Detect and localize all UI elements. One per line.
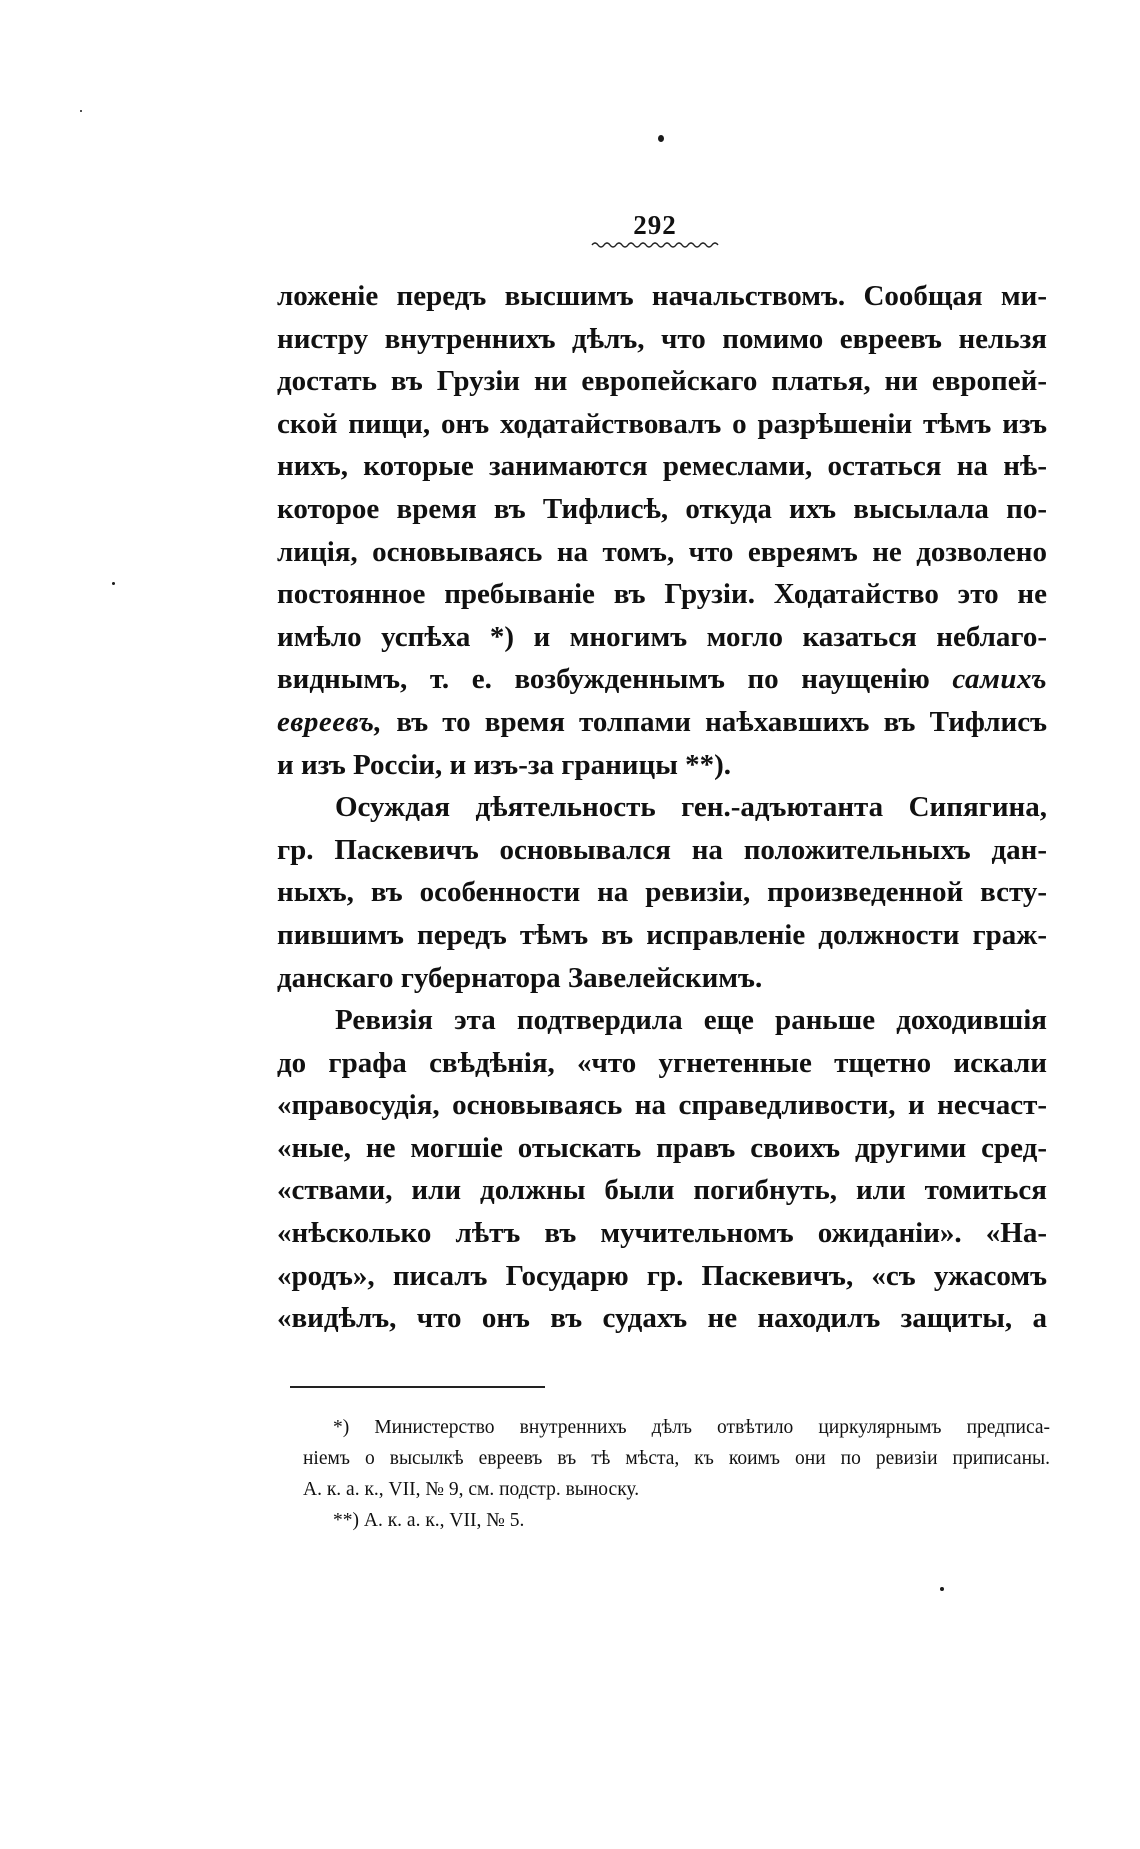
footnote-line: *) Министерство внутреннихъ дѣлъ отвѣтило циркулярнымъ предписа- bbox=[333, 1417, 1050, 1438]
text-line: постоянное пребываніе въ Грузіи. Ходатайство это не bbox=[277, 578, 1047, 611]
text-line: «нѣсколько лѣтъ въ мучительномъ ожиданіи». «На- bbox=[277, 1217, 1047, 1250]
text-line: «родъ», писалъ Государю гр. Паскевичъ, «съ ужасомъ bbox=[277, 1259, 1047, 1292]
emphasis-text: самихъ bbox=[952, 663, 1048, 696]
text-line: «правосудія, основываясь на справедливости, и несчаст- bbox=[277, 1089, 1047, 1122]
text-line: нихъ, которые занимаются ремеслами, остаться на нѣ- bbox=[277, 450, 1047, 483]
paragraph-start: Осуждая дѣятельность ген.-адъютанта Сипягина, bbox=[335, 791, 1047, 824]
footnote-line: **) А. к. а. к., VII, № 5. bbox=[333, 1510, 525, 1531]
text-line: которое время въ Тифлисѣ, откуда ихъ высылала по- bbox=[277, 492, 1047, 525]
text-line: данскаго губернатора Завелейскимъ. bbox=[277, 961, 763, 994]
text-line: ныхъ, въ особенности на ревизіи, произведенной всту- bbox=[277, 876, 1047, 909]
emphasis-text: евреевъ, bbox=[277, 705, 383, 738]
text-line: и изъ Россіи, и изъ-за границы **). bbox=[277, 748, 732, 781]
text-line: до графа свѣдѣнія, «что угнетенные тщетно искали bbox=[277, 1046, 1047, 1079]
text-line: «ствами, или должны были погибнуть, или томиться bbox=[277, 1174, 1047, 1207]
text-line: гр. Паскевичъ основывался на положительныхъ дан- bbox=[277, 833, 1047, 866]
main-text bbox=[277, 275, 1047, 1340]
scan-speck bbox=[80, 110, 82, 112]
text-line: имѣло успѣха *) и многимъ могло казаться неблаго- bbox=[277, 620, 1047, 653]
text-line-mixed bbox=[277, 701, 1047, 744]
scan-speck bbox=[112, 582, 115, 585]
text-line: лиція, основываясь на томъ, что евреямъ не дозволено bbox=[277, 535, 1047, 568]
text-line: пившимъ передъ тѣмъ въ исправленіе должности граж- bbox=[277, 918, 1047, 951]
wavy-ornament bbox=[590, 241, 720, 249]
text-segment: въ то время толпами наѣхавшихъ въ Тифлисъ bbox=[396, 705, 1048, 738]
scan-speck bbox=[940, 1587, 944, 1591]
paragraph-start: Ревизія эта подтвердила еще раньше доходившія bbox=[335, 1004, 1047, 1037]
text-line: ложеніе передъ высшимъ начальствомъ. Сообщая ми- bbox=[277, 280, 1047, 312]
text-line: ской пищи, онъ ходатайствовалъ о разрѣшеніи тѣмъ изъ bbox=[277, 407, 1047, 440]
footnote-line: ніемъ о высылкѣ евреевъ въ тѣ мѣста, къ коимъ они по ревизіи приписаны. bbox=[303, 1448, 1050, 1469]
text-line: «видѣлъ, что онъ въ судахъ не находилъ защиты, а bbox=[277, 1302, 1047, 1335]
text-line: достать въ Грузіи ни европейскаго платья, ни европей- bbox=[277, 365, 1047, 398]
text-line: нистру внутреннихъ дѣлъ, что помимо евреевъ нельзя bbox=[277, 322, 1047, 355]
footnotes bbox=[303, 1412, 1050, 1536]
text-line: «ные, не могшіе отыскать правъ своихъ другими сред- bbox=[277, 1131, 1047, 1164]
page-header bbox=[580, 210, 730, 249]
text-line-mixed bbox=[277, 658, 1047, 701]
page-number: 292 bbox=[633, 210, 677, 240]
text-segment: виднымъ, т. е. возбужденнымъ по наущенію bbox=[277, 663, 930, 696]
footnote-divider bbox=[290, 1386, 545, 1388]
footnote-line: А. к. а. к., VII, № 9, см. подстр. выноску. bbox=[303, 1479, 640, 1500]
scan-speck bbox=[658, 135, 664, 142]
